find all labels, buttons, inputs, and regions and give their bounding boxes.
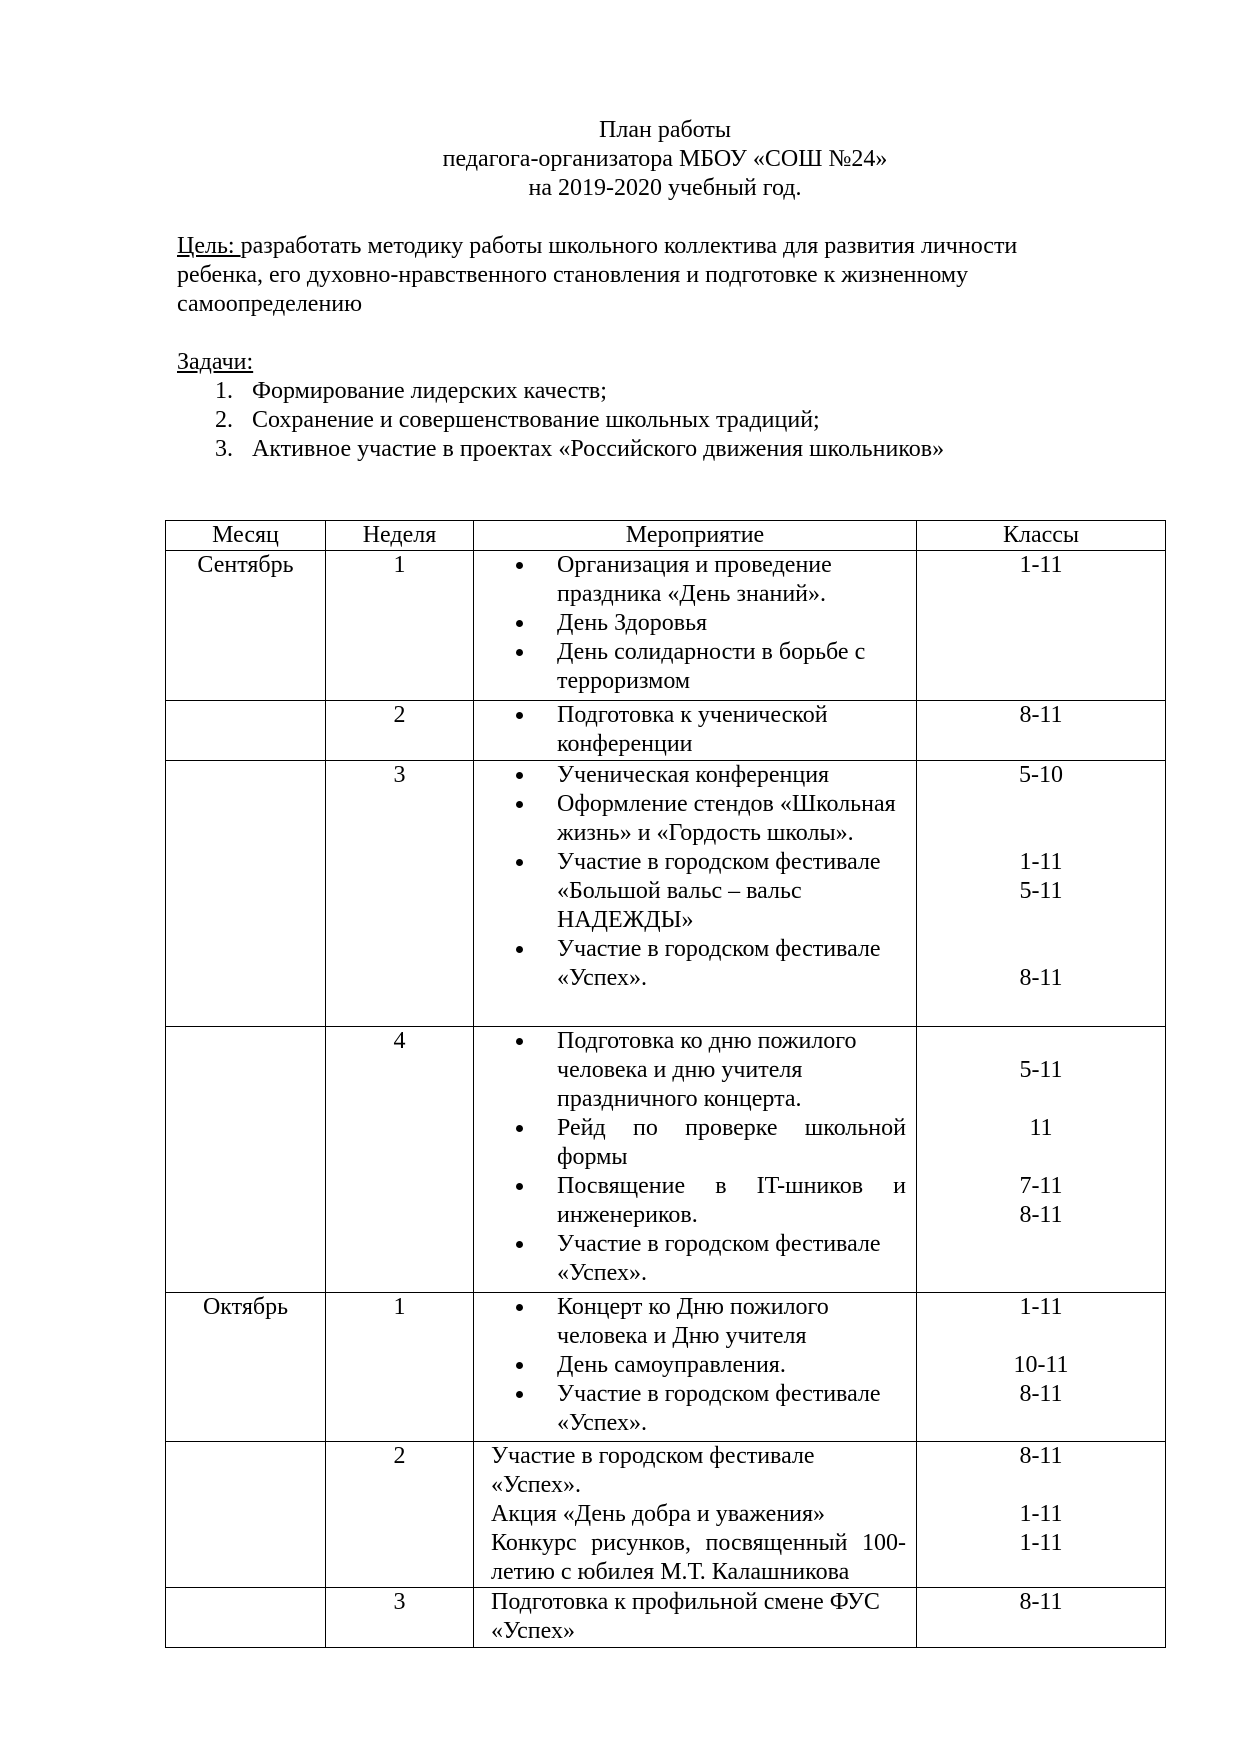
month-cell [166, 701, 326, 761]
classes-cell [917, 1442, 1166, 1588]
task-number: 1. [215, 378, 233, 404]
week-cell: 2 [326, 1442, 474, 1588]
classes-cell [917, 761, 1166, 1027]
table-row [166, 1027, 1166, 1293]
week-cell: 1 [326, 1293, 474, 1442]
table-row [166, 1442, 1166, 1588]
header-event: Мероприятие [474, 521, 917, 551]
title-line-3: на 2019-2020 учебный год. [528, 175, 802, 201]
goal-label: Цель: [177, 233, 241, 259]
classes-value: 8-11 [1019, 1443, 1063, 1469]
classes-value: 5-11 [1019, 1057, 1063, 1083]
table-row [166, 701, 1166, 761]
task-text: Активное участие в проектах «Российского движения школьников» [252, 436, 945, 462]
classes-value: 7-11 [1019, 1173, 1063, 1199]
header-month: Месяц [166, 521, 326, 551]
event-item: Подготовка к ученической конференции [474, 701, 916, 759]
classes-value: 8-11 [1019, 1381, 1063, 1407]
month-cell: Сентябрь [166, 551, 326, 701]
classes-cell [917, 1027, 1166, 1293]
event-cell [474, 1442, 917, 1588]
event-item: Подготовка ко дню пожилого человека и дню учителя праздничного концерта. [474, 1027, 916, 1114]
title-line-1: План работы [599, 117, 731, 143]
classes-value: 1-11 [1019, 1530, 1063, 1556]
event-item: День солидарности в борьбе с терроризмом [474, 638, 916, 696]
table-header-row [166, 521, 1166, 551]
month-cell [166, 761, 326, 1027]
classes-value [917, 1085, 1165, 1114]
title-line-2: педагога-организатора МБОУ «СОШ №24» [442, 146, 888, 172]
event-cell [474, 1027, 917, 1293]
tasks-list [177, 377, 944, 464]
week-cell: 4 [326, 1027, 474, 1293]
classes-value: 1-11 [1019, 1294, 1063, 1320]
classes-value [917, 1471, 1165, 1500]
event-item: День Здоровья [474, 609, 916, 638]
event-cell [474, 1293, 917, 1442]
event-item: Организация и проведение праздника «День знаний». [474, 551, 916, 609]
week-cell: 3 [326, 761, 474, 1027]
month-cell [166, 1442, 326, 1588]
week-cell: 3 [326, 1588, 474, 1648]
task-text: Формирование лидерских качеств; [252, 378, 607, 404]
task-item [177, 377, 944, 406]
classes-cell [917, 1588, 1166, 1648]
month-cell: Октябрь [166, 1293, 326, 1442]
week-cell: 2 [326, 701, 474, 761]
classes-value: 10-11 [1013, 1352, 1069, 1378]
classes-cell [917, 551, 1166, 701]
event-cell [474, 551, 917, 701]
classes-value [917, 1143, 1165, 1172]
task-item [177, 435, 944, 464]
classes-value: 8-11 [1019, 1589, 1063, 1615]
event-item: Посвящение в IT-шников и инженериков. [474, 1172, 916, 1230]
event-cell [474, 1588, 917, 1648]
month-cell [166, 1027, 326, 1293]
event-item: Оформление стендов «Школьная жизнь» и «Гордость школы». [474, 790, 916, 848]
task-number: 3. [215, 436, 233, 462]
table-row [166, 1293, 1166, 1442]
event-item: Акция «День добра и уважения» [491, 1501, 826, 1527]
task-text: Сохранение и совершенствование школьных традиций; [252, 407, 820, 433]
event-item: Конкурс рисунков, посвященный 100-летию с юбилея М.Т. Калашникова [491, 1530, 906, 1585]
event-item: День самоуправления. [474, 1351, 916, 1380]
header-week: Неделя [326, 521, 474, 551]
classes-value [917, 935, 1165, 964]
week-cell: 1 [326, 551, 474, 701]
classes-value [917, 819, 1165, 848]
goal-text: разработать методику работы школьного коллектива для развития личности ребенка, его духовно-нравственного становления и подготовке к жизненному самоопределению [177, 233, 1018, 317]
event-item: Участие в городском фестивале «Успех». [491, 1443, 815, 1498]
classes-value [917, 1027, 1165, 1056]
document-title [0, 116, 1240, 203]
classes-value: 11 [1029, 1115, 1053, 1141]
classes-value: 8-11 [1019, 1202, 1063, 1228]
event-item: Ученическая конференция [474, 761, 916, 790]
task-number: 2. [215, 407, 233, 433]
event-item: Подготовка к профильной смене ФУС «Успех» [491, 1589, 880, 1644]
task-item [177, 406, 944, 435]
classes-value: 1-11 [1019, 552, 1063, 578]
classes-cell [917, 701, 1166, 761]
classes-value [917, 906, 1165, 935]
classes-value: 1-11 [1019, 1501, 1063, 1527]
event-cell [474, 701, 917, 761]
classes-value: 5-10 [1019, 762, 1063, 788]
tasks-label: Задачи: [177, 349, 254, 375]
goal-paragraph [177, 232, 1077, 319]
month-cell [166, 1588, 326, 1648]
event-cell [474, 761, 917, 1027]
plan-table [165, 520, 1166, 1648]
event-item: Участие в городском фестивале «Успех». [474, 935, 916, 993]
event-item: Участие в городском фестивале «Большой вальс – вальс НАДЕЖДЫ» [474, 848, 916, 935]
event-item: Концерт ко Дню пожилого человека и Дню учителя [474, 1293, 916, 1351]
classes-value: 8-11 [1019, 965, 1063, 991]
table-row [166, 761, 1166, 1027]
event-item: Участие в городском фестивале «Успех». [474, 1230, 916, 1288]
event-item: Участие в городском фестивале «Успех». [474, 1380, 916, 1438]
classes-value: 8-11 [1019, 702, 1063, 728]
classes-value [917, 1322, 1165, 1351]
classes-value: 5-11 [1019, 878, 1063, 904]
classes-value: 1-11 [1019, 849, 1063, 875]
classes-cell [917, 1293, 1166, 1442]
event-item: Рейд по проверке школьной формы [474, 1114, 916, 1172]
table-row [166, 1588, 1166, 1648]
table-row [166, 551, 1166, 701]
header-classes: Классы [917, 521, 1166, 551]
classes-value [917, 790, 1165, 819]
